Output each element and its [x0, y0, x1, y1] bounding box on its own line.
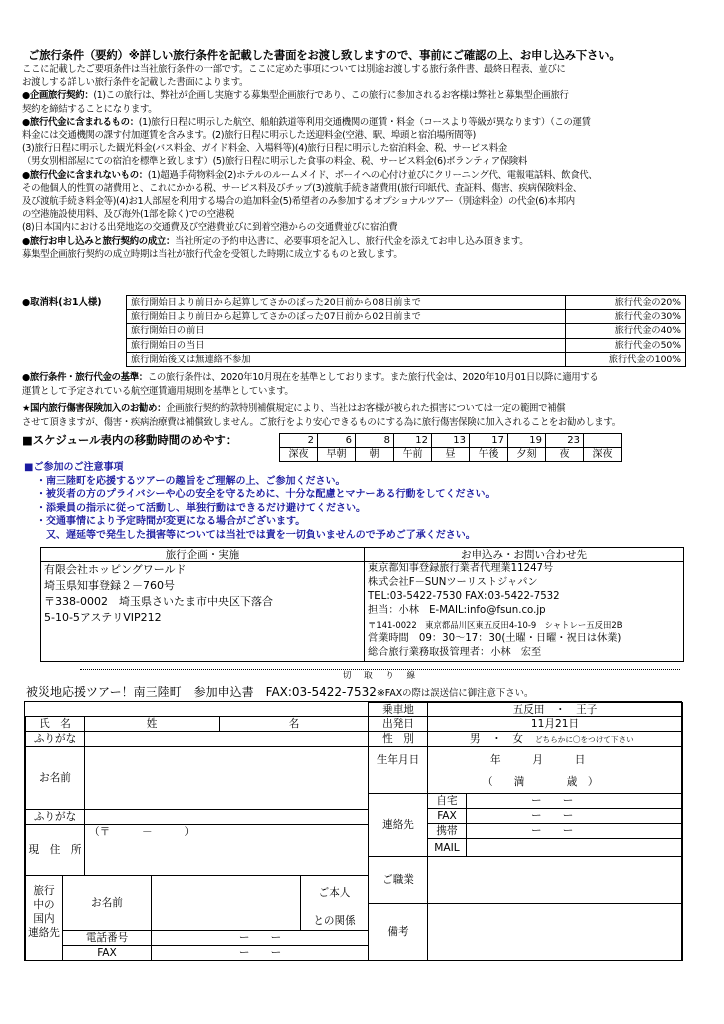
furigana-field[interactable] — [84, 731, 369, 747]
departure-label: 出発日 — [368, 716, 428, 732]
time-cell: 23 — [546, 434, 584, 448]
home-field[interactable]: ー ー — [466, 793, 683, 809]
cancel-fee: 旅行代金の100% — [566, 352, 686, 366]
application-form — [24, 701, 682, 961]
cancel-label: ●取消料(お1人様) — [22, 297, 102, 308]
remarks-field[interactable] — [427, 903, 683, 961]
fax-note: ※FAXの際は誤送信に御注意下さい。 — [376, 688, 534, 699]
insurance-line — [22, 402, 690, 415]
note-item: 又、遅延等で発生した損害等については当社では責を一切負いませんので予めご了承ください。 — [36, 529, 476, 541]
period-cell: 午後 — [470, 448, 508, 462]
move-time-table — [279, 433, 622, 462]
period-cell: 深夜 — [584, 448, 622, 462]
section-label: ●企画旅行契約： — [22, 90, 94, 102]
address-label: 現 住 所 — [25, 824, 85, 876]
period-cell: 夕刻 — [508, 448, 546, 462]
cancel-when: 旅行開始日より前日から起算してさかのぼった07日前から02日前まで — [127, 310, 566, 324]
mail-label: MAIL — [427, 838, 467, 857]
cancel-fee: 旅行代金の30% — [566, 310, 686, 324]
mobile-label: 携帯 — [427, 823, 467, 839]
time-cell: 12 — [394, 434, 432, 448]
section-text: （男女別相部屋にての宿泊を標準と致します）(5)旅行日程に明示した食事の料金、税、サービス料金(6)ボランティア保険料 — [22, 156, 527, 168]
section-text: その他個人的性質の諸費用と、これにかかる税、サービス料及びチップ(3)渡航手続き諸費用(旅行印紙代、査証料、傷害、疾病保険料金、 — [22, 182, 582, 194]
contact-line: 営業時間 09：30～17：30(土曜・日曜・祝日は休業) — [368, 633, 622, 644]
gender-note: どちらかに〇をつけて下さい — [534, 735, 634, 744]
table-row — [127, 296, 686, 310]
form-title: 被災地応援ツアー！南三陸町 参加申込書 FAX:03-5422-7532※FAXの際は誤送信に御注意下さい。 — [26, 685, 534, 699]
section-label: ●旅行代金に含まれないもの： — [22, 169, 148, 181]
section-text: 企画旅行契約約款特別補償規定により、当社はお客様が被られた損害については一定の範囲で補償 — [166, 403, 566, 414]
time-cell: 13 — [432, 434, 470, 448]
cancel-fee: 旅行代金の50% — [566, 338, 686, 352]
age-field: （ 満 歳 ） — [482, 776, 599, 788]
domestic-label: 旅行 中の 国内 連絡先 — [25, 875, 63, 961]
contact-header: お申込み・お問い合わせ先 — [365, 548, 683, 562]
period-cell: 午前 — [394, 448, 432, 462]
section-label: ●旅行代金に含まれるもの： — [22, 116, 139, 128]
cancel-when: 旅行開始日より前日から起算してさかのぼった20日前から08日前まで — [127, 296, 566, 310]
name-field[interactable] — [84, 746, 369, 810]
address-furigana-field[interactable] — [84, 809, 369, 825]
onamae-label: お名前 — [25, 746, 85, 810]
organizer-line: 埼玉県知事登録２－760号 — [44, 579, 175, 592]
cancel-fee: 旅行代金の40% — [566, 324, 686, 338]
cut-line: 切 取 り 線 — [80, 669, 680, 682]
organizer-box — [40, 547, 684, 662]
contact-line: 担当：小林 E-MAIL:info@fsun.co.jp — [368, 605, 546, 616]
name-label: 氏 名 — [25, 716, 85, 732]
furigana-label: ふりがな — [25, 809, 85, 825]
period-cell: 夜 — [546, 448, 584, 462]
sei-label: 姓 — [84, 716, 220, 732]
job-label: ご職業 — [368, 856, 428, 904]
fax-field[interactable]: ー ー — [466, 808, 683, 824]
cancel-when: 旅行開始日の前日 — [127, 324, 566, 338]
note-item: ・南三陸町を応援するツアーの趣旨をご理解の上、ご参加ください。 — [36, 475, 346, 487]
section-label: ●旅行条件・旅行代金の基準： — [22, 372, 148, 383]
table-row — [127, 310, 686, 324]
cancel-when: 旅行開始後又は無連絡不参加 — [127, 352, 566, 366]
mobile-field[interactable]: ー ー — [466, 823, 683, 839]
time-cell: 6 — [318, 434, 356, 448]
intro-line: お渡しする詳しい旅行条件を記載した書面によります。 — [22, 77, 249, 89]
cancel-fee: 旅行代金の20% — [566, 296, 686, 310]
time-cell — [584, 434, 622, 448]
dom-name-label: お名前 — [62, 875, 152, 931]
section-text: (1)この旅行は、弊社が企画し実施する募集型企画旅行であり、この旅行に参加されるお客様は弊社と募集型企画旅行 — [93, 90, 569, 102]
contact-line: 〒141-0022 東京都品川区東五反田4-10-9 シャトレー五反田2B — [368, 620, 623, 630]
mei-label: 名 — [219, 716, 369, 732]
birth-field[interactable]: 年 月 日 （ 満 歳 ） — [427, 746, 683, 794]
time-cell: 19 — [508, 434, 546, 448]
section-text: 料金には交通機関の課す付加運賃を含みます。(2)旅行日程に明示した送迎料金(空港、駅、埠頭と宿泊場所間等) — [22, 130, 476, 142]
section-label: ★国内旅行傷害保険加入のお勧め： — [22, 403, 167, 414]
section-text: (8)日本国内における出発地迄の交通費及び空港費並びに到着空港からの交通費並びに宿泊費 — [22, 222, 398, 234]
fax-label: FAX — [427, 808, 467, 824]
time-cell: 2 — [280, 434, 318, 448]
time-cell: 8 — [356, 434, 394, 448]
page-title: ご旅行条件（要約）※詳しい旅行条件を記載した書面をお渡し致しますので、事前にご確認の上、お申し込み下さい。 — [28, 48, 621, 62]
birth-label: 生年月日 — [368, 746, 428, 794]
furigana-label: ふりがな — [25, 731, 85, 747]
note-item: ・添乗員の指示に従って活動し、単独行動はできるだけ避けてください。 — [36, 502, 366, 514]
note-item: ・被災者の方のプライバシーや心の安全を守るために、十分な配慮とマナーある行動をしてください。 — [36, 489, 496, 501]
notes-title: ■ご参加のご注意事項 — [24, 462, 124, 473]
period-cell: 朝 — [356, 448, 394, 462]
move-label: ■スケジュール表内の移動時間のめやす： — [22, 433, 238, 447]
postal-field: （〒 － ） — [89, 826, 195, 838]
contact-line: 東京都知事登録旅行業者代理業11247号 — [368, 563, 554, 574]
boarding-field[interactable]: 五反田 ・ 王子 — [427, 702, 683, 717]
section-label: ●旅行お申し込みと旅行契約の成立： — [22, 235, 176, 247]
contact-label: 連絡先 — [368, 793, 428, 857]
contact-line: 株式会社F－SUNツーリストジャパン — [368, 577, 538, 588]
period-cell: 昼 — [432, 448, 470, 462]
contact-line: TEL:03-5422-7530 FAX:03-5422-7532 — [368, 591, 560, 602]
organizer-line: 有限会社ホッピングワールド — [44, 563, 187, 576]
organizer-header: 旅行企画・実施 — [41, 548, 364, 562]
section-text: 契約を締結することになります。 — [22, 103, 158, 115]
conditions — [22, 48, 690, 261]
section-text: の空港施設使用料、及び海外(1部を除く)での空港税 — [22, 209, 235, 221]
section-text: この旅行条件は、2020年10月現在を基準としております。また旅行代金は、2020年10月01日以降に適用する — [147, 372, 599, 383]
dom-name-field[interactable] — [151, 875, 301, 931]
dom-tel-label: 電話番号 — [62, 930, 152, 946]
intro-line: ここに記載したご要項条件は当社旅行条件の一部です。ここに定めた事項については別途お渡しする旅行条件書、最終日程表、並びに — [22, 64, 566, 75]
organizer-line: 〒338-0002 埼玉県さいたま市中央区下落合 — [44, 595, 273, 608]
notes — [24, 461, 496, 543]
contact-line: 総合旅行業務取扱管理者：小林 宏至 — [368, 647, 542, 658]
section-text: 及び渡航手続き料金等)(4)お1人部屋を利用する場合の追加料金(5)希望者のみ参加するオプショナルツアー（別途料金）の代金(6)本邦内 — [22, 196, 575, 208]
section-text: 運賃として予定されている航空運賃適用規則を基準としています。 — [22, 386, 294, 397]
mail-field[interactable] — [466, 838, 683, 857]
organizer-line: 5-10-5アステリVIP212 — [44, 611, 162, 624]
dom-relation-label: ご本人 との関係 — [300, 875, 369, 931]
note-item: ・交通事情により予定時間が変更になる場合がございます。 — [36, 516, 306, 528]
gender-label: 性 別 — [368, 731, 428, 747]
time-cell: 17 — [470, 434, 508, 448]
dom-fax-label: FAX — [62, 945, 152, 961]
gender-field[interactable]: 男 ・ 女 どちらかに〇をつけて下さい — [427, 731, 683, 747]
dom-fax-field[interactable]: ー ー — [151, 945, 369, 961]
boarding-label: 乗車地 — [368, 702, 428, 717]
period-cell: 早朝 — [318, 448, 356, 462]
table-row — [127, 324, 686, 338]
home-label: 自宅 — [427, 793, 467, 809]
cancel-fee-table — [126, 295, 686, 367]
section-text: (1)超過手荷物料金(2)ホテルのルームメイド、ボーイへの心付け並びにクリーニング代、電報電話料、飲食代、 — [147, 169, 598, 181]
dom-tel-field[interactable]: ー ー — [151, 930, 369, 946]
departure-field: 11月21日 — [427, 716, 683, 732]
address-field[interactable] — [84, 824, 369, 876]
basis-line — [22, 371, 690, 384]
table-row — [127, 352, 686, 366]
period-cell: 深夜 — [280, 448, 318, 462]
section-text: 当社所定の予約申込書に、必要事項を記入し、旅行代金を添えてお申し込み頂きます。 — [175, 235, 529, 247]
section-text: 募集型企画旅行契約の成立時期は当社が旅行代金を受領した時期に成立するものと致します。 — [22, 248, 403, 260]
table-row — [127, 338, 686, 352]
remarks-label: 備考 — [368, 903, 428, 961]
job-field[interactable] — [427, 856, 683, 904]
section-text: (1)旅行日程に明示した航空、船舶鉄道等利用交通機関の運賃・料金（コースより等級が異なります）（この運賃 — [138, 116, 591, 128]
section-text: させて頂きますが、傷害・疾病治療費は補償致しません。ご旅行をより安心できるものにする為に旅行傷害保険に加入されることをお勧めします。 — [22, 417, 621, 428]
cancel-when: 旅行開始日の当日 — [127, 338, 566, 352]
section-text: (3)旅行日程に明示した観光料金(バス料金、ガイド料金、入場料等)(4)旅行日程に明示した宿泊料金、税、サービス料金 — [22, 143, 507, 155]
